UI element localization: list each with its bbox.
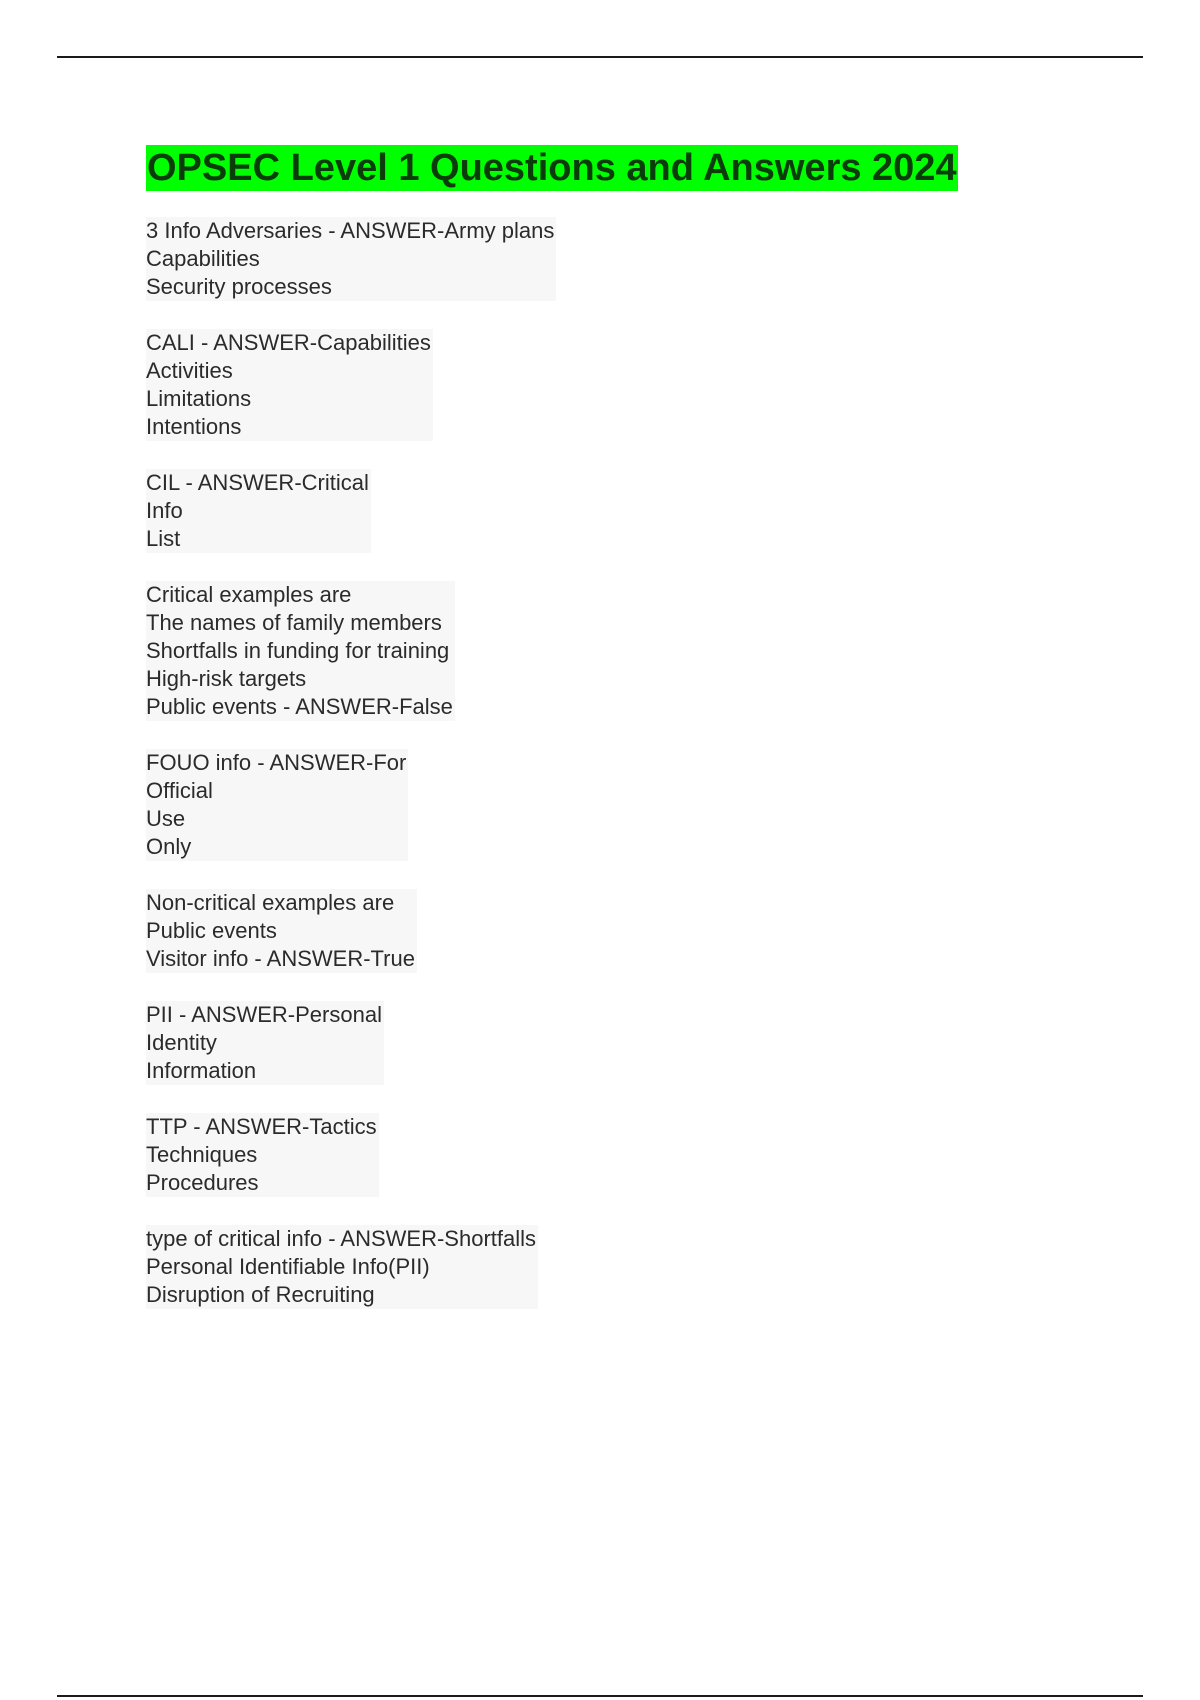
document-body <box>146 145 1106 1337</box>
qa-line: Identity <box>146 1030 217 1055</box>
qa-entry-3-info-adversaries <box>146 217 556 301</box>
qa-entry-fouo <box>146 749 408 861</box>
qa-entry-cali <box>146 329 433 441</box>
qa-line: TTP - ANSWER-Tactics <box>146 1114 377 1139</box>
qa-line: Info <box>146 498 183 523</box>
qa-line: High-risk targets <box>146 666 307 691</box>
qa-line: 3 Info Adversaries - ANSWER-Army plans <box>146 218 555 243</box>
qa-line: type of critical info - ANSWER-Shortfalls <box>146 1226 537 1251</box>
qa-line: List <box>146 526 181 551</box>
qa-entry-critical-examples <box>146 581 455 721</box>
qa-line: Public events - ANSWER-False <box>146 694 453 719</box>
qa-line: Use <box>146 806 186 831</box>
qa-entry-non-critical-examples <box>146 889 417 973</box>
qa-line: Visitor info - ANSWER-True <box>146 946 415 971</box>
qa-entry-pii <box>146 1001 384 1085</box>
qa-line: Official <box>146 778 213 803</box>
qa-line: Procedures <box>146 1170 259 1195</box>
qa-line: Personal Identifiable Info(PII) <box>146 1254 430 1279</box>
qa-line: Shortfalls in funding for training <box>146 638 450 663</box>
qa-line: Public events <box>146 918 277 943</box>
qa-line: Activities <box>146 358 233 383</box>
document-title: OPSEC Level 1 Questions and Answers 2024 <box>147 147 957 189</box>
qa-line: PII - ANSWER-Personal <box>146 1002 382 1027</box>
qa-entry-type-of-critical-info <box>146 1225 538 1309</box>
qa-line: Intentions <box>146 414 242 439</box>
qa-line: Security processes <box>146 274 332 299</box>
qa-entry-cil <box>146 469 371 553</box>
qa-line: Techniques <box>146 1142 258 1167</box>
qa-line: Information <box>146 1058 257 1083</box>
footer-rule <box>57 1695 1143 1697</box>
qa-line: Only <box>146 834 192 859</box>
header-rule <box>57 56 1143 58</box>
qa-line: Limitations <box>146 386 252 411</box>
qa-entry-ttp <box>146 1113 379 1197</box>
qa-line: CIL - ANSWER-Critical <box>146 470 369 495</box>
qa-line: Non-critical examples are <box>146 890 395 915</box>
qa-line: Critical examples are <box>146 582 352 607</box>
qa-line: The names of family members <box>146 610 442 635</box>
qa-line: Capabilities <box>146 246 260 271</box>
qa-line: Disruption of Recruiting <box>146 1282 375 1307</box>
qa-line: FOUO info - ANSWER-For <box>146 750 407 775</box>
qa-line: CALI - ANSWER-Capabilities <box>146 330 431 355</box>
